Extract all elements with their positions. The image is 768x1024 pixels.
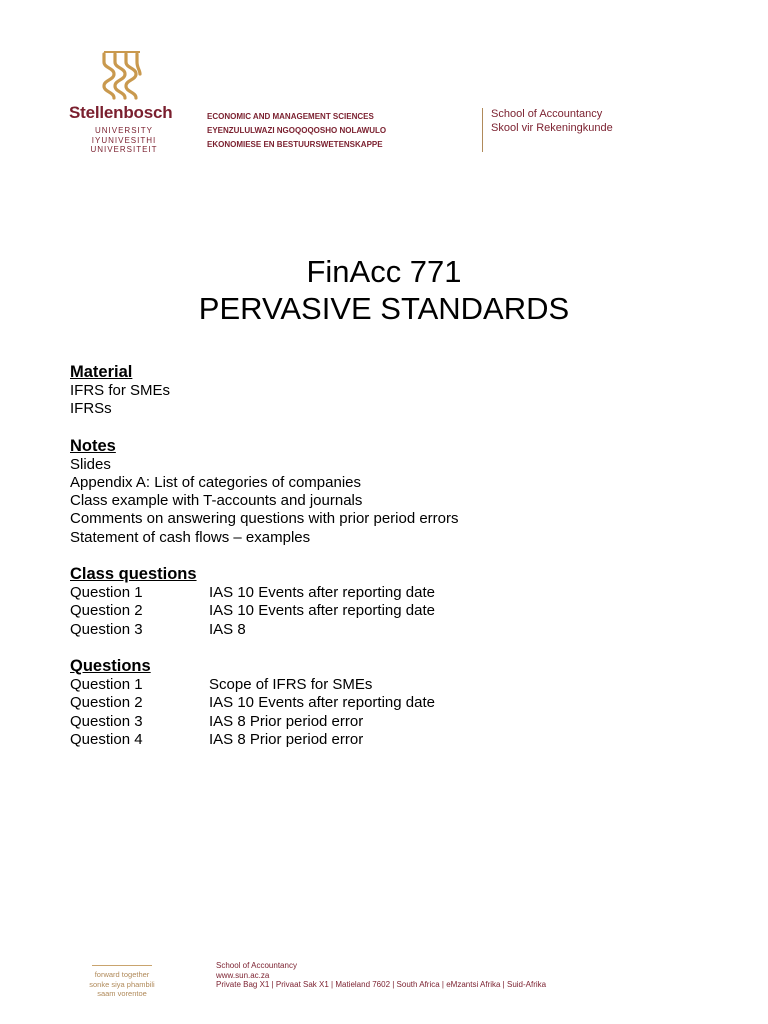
question-row [70, 694, 459, 712]
stellenbosch-crest-icon [100, 50, 144, 104]
section-heading: Class questions [70, 565, 197, 584]
university-subtitle [69, 126, 179, 155]
university-sub-line: UNIVERSITY [94, 126, 153, 135]
section-heading: Questions [70, 656, 151, 675]
question-number: Question 3 [70, 620, 143, 638]
university-sub-line: UNIVERSITEIT [90, 145, 158, 154]
list-item: Appendix A: List of categories of companies [70, 473, 362, 491]
course-code: FinAcc 771 [306, 254, 462, 289]
school-name [491, 107, 613, 135]
material-section [70, 363, 459, 419]
university-sub-line: IYUNIVESITHI [91, 135, 157, 145]
list-item: Statement of cash flows – examples [70, 528, 311, 546]
questions-section [70, 657, 459, 749]
faculty-line: EKONOMIESE EN BESTUURSWETENSKAPPE [207, 140, 383, 149]
footer-address [216, 961, 546, 990]
course-topic: PERVASIVE STANDARDS [198, 291, 570, 326]
question-topic: IAS 10 Events after reporting date [209, 694, 435, 712]
list-item: Comments on answering questions with prior period errors [70, 510, 459, 528]
university-name: Stellenbosch [69, 103, 173, 122]
question-topic: IAS 8 Prior period error [209, 730, 364, 748]
school-line: School of Accountancy [491, 108, 603, 120]
question-number: Question 2 [70, 602, 143, 620]
document-body [70, 363, 459, 767]
question-number: Question 3 [70, 712, 143, 730]
question-row [70, 713, 459, 731]
question-topic: IAS 8 [209, 620, 246, 638]
section-heading: Material [70, 363, 133, 381]
footer-tagline [70, 970, 174, 999]
tagline-line: forward together [94, 970, 150, 979]
question-row [70, 731, 459, 749]
list-item: IFRSs [70, 400, 112, 418]
faculty-line: EYENZULULWAZI NGOQOQOSHO NOLAWULO [207, 126, 387, 135]
question-topic: IAS 8 Prior period error [209, 712, 364, 730]
tagline-line: saam vorentoe [97, 989, 147, 998]
question-row [70, 602, 459, 620]
list-item: Slides [70, 455, 111, 473]
footer-postal-address: Private Bag X1 | Privaat Sak X1 | Matieland 7602 | South Africa | eMzantsi Afrika | Suid-Afrika [216, 980, 547, 989]
question-row [70, 621, 459, 639]
faculty-name [207, 110, 386, 152]
question-row [70, 584, 459, 602]
faculty-line: ECONOMIC AND MANAGEMENT SCIENCES [207, 112, 374, 121]
school-line: Skool vir Rekeningkunde [491, 122, 613, 134]
notes-section [70, 437, 459, 547]
class-questions-section [70, 565, 459, 639]
question-number: Question 2 [70, 694, 143, 712]
question-topic: IAS 10 Events after reporting date [209, 584, 435, 602]
footer-website[interactable]: www.sun.ac.za [216, 970, 270, 980]
tagline-line: sonke siya phambili [89, 979, 155, 989]
question-topic: Scope of IFRS for SMEs [209, 675, 373, 693]
question-number: Question 1 [70, 584, 143, 602]
header-divider [482, 108, 483, 152]
list-item: IFRS for SMEs [70, 382, 171, 399]
footer-school: School of Accountancy [216, 961, 297, 970]
footer-divider [92, 965, 152, 966]
question-row [70, 676, 459, 694]
question-number: Question 1 [70, 675, 143, 693]
question-topic: IAS 10 Events after reporting date [209, 602, 435, 620]
question-number: Question 4 [70, 730, 143, 748]
list-item: Class example with T-accounts and journals [70, 492, 363, 510]
section-heading: Notes [70, 436, 116, 455]
document-title [0, 253, 768, 327]
